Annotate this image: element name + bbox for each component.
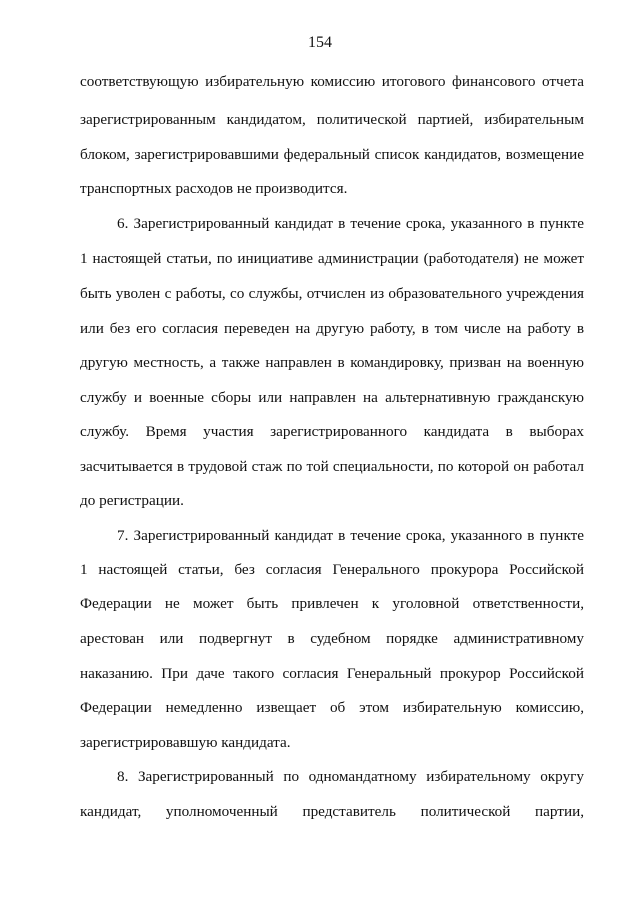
text-line: Федерации немедленно извещает об этом избирательную комиссию, (80, 699, 584, 716)
text-line: арестован или подвергнут в судебном порядке административному (80, 630, 584, 647)
text-line: до регистрации. (80, 492, 184, 509)
text-line: службу. Время участия зарегистрированного кандидата в выборах (80, 423, 584, 440)
text-line: Федерации не может быть привлечен к уголовной ответственности, (80, 595, 584, 612)
text-line: зарегистрировавшую кандидата. (80, 734, 291, 751)
text-line: 1 настоящей статьи, по инициативе администрации (работодателя) не может (80, 250, 584, 267)
page-number: 154 (308, 34, 332, 51)
text-line: кандидат, уполномоченный представитель политической партии, (80, 803, 584, 820)
text-line: блоком, зарегистрировавшими федеральный список кандидатов, возмещение (80, 146, 584, 163)
text-line: зарегистрированным кандидатом, политической партией, избирательным (80, 111, 584, 128)
text-line: 1 настоящей статьи, без согласия Генерального прокурора Российской (80, 561, 584, 578)
text-line: службу и военные сборы или направлен на альтернативную гражданскую (80, 389, 584, 406)
paragraph-8-first-line: 8. Зарегистрированный по одномандатному избирательному округу (117, 768, 584, 785)
paragraph-6-first-line: 6. Зарегистрированный кандидат в течение срока, указанного в пункте (117, 215, 584, 232)
text-line: соответствующую избирательную комиссию итогового финансового отчета (80, 73, 584, 90)
text-line: или без его согласия переведен на другую работу, в том числе на работу в (80, 320, 584, 337)
text-line: другую местность, а также направлен в командировку, призван на военную (80, 354, 584, 371)
text-line: транспортных расходов не производится. (80, 180, 348, 197)
text-line: наказанию. При даче такого согласия Генеральный прокурор Российской (80, 665, 584, 682)
text-line: засчитывается в трудовой стаж по той специальности, по которой он работал (80, 458, 584, 475)
text-line: быть уволен с работы, со службы, отчислен из образовательного учреждения (80, 285, 584, 302)
paragraph-7-first-line: 7. Зарегистрированный кандидат в течение срока, указанного в пункте (117, 527, 584, 544)
